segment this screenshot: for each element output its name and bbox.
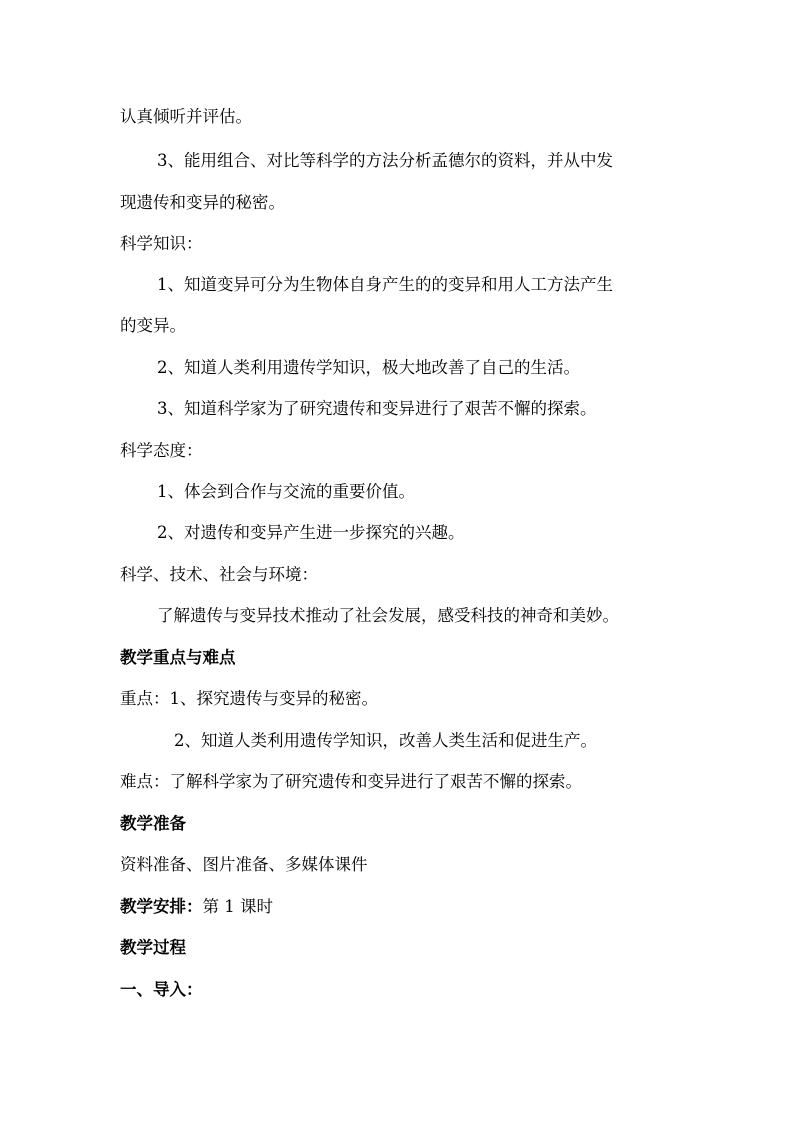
text-line: 了解遗传与变异技术推动了社会发展，感受科技的神奇和美妙。 xyxy=(157,606,619,625)
heading-introduction: 一、导入： xyxy=(120,980,203,999)
section-label-attitude: 科学态度： xyxy=(120,441,203,460)
heading-arrangement: 教学安排： xyxy=(120,897,203,916)
arrangement-value: 第 1 课时 xyxy=(202,897,273,916)
text-line: 1、体会到合作与交流的重要价值。 xyxy=(157,482,415,501)
section-label-stse: 科学、技术、社会与环境： xyxy=(120,565,318,584)
text-line: 2、对遗传和变异产生进一步探究的兴趣。 xyxy=(157,523,465,542)
text-line: 难点：了解科学家为了研究遗传和变异进行了艰苦不懈的探索。 xyxy=(120,772,582,791)
heading-key-points: 教学重点与难点 xyxy=(120,648,236,667)
heading-process: 教学过程 xyxy=(120,938,186,957)
text-line: 3、能用组合、对比等科学的方法分析孟德尔的资料，并从中发 xyxy=(157,151,613,170)
text-line: 资料准备、图片准备、多媒体课件 xyxy=(120,855,368,874)
arrangement-line xyxy=(120,896,273,918)
text-line: 1、知道变异可分为生物体自身产生的的变异和用人工方法产生 xyxy=(157,275,613,294)
text-line: 现遗传和变异的秘密。 xyxy=(120,193,285,212)
heading-preparation: 教学准备 xyxy=(120,814,186,833)
text-line: 的变异。 xyxy=(120,316,186,335)
text-line: 2、知道人类利用遗传学知识，改善人类生活和促进生产。 xyxy=(174,731,597,750)
text-line: 重点：1、探究遗传与变异的秘密。 xyxy=(120,689,378,708)
text-line: 2、知道人类利用遗传学知识，极大地改善了自己的生活。 xyxy=(157,358,580,377)
text-line: 认真倾听并评估。 xyxy=(120,107,252,126)
section-label-knowledge: 科学知识： xyxy=(120,234,203,253)
text-line: 3、知道科学家为了研究遗传和变异进行了艰苦不懈的探索。 xyxy=(157,399,597,418)
